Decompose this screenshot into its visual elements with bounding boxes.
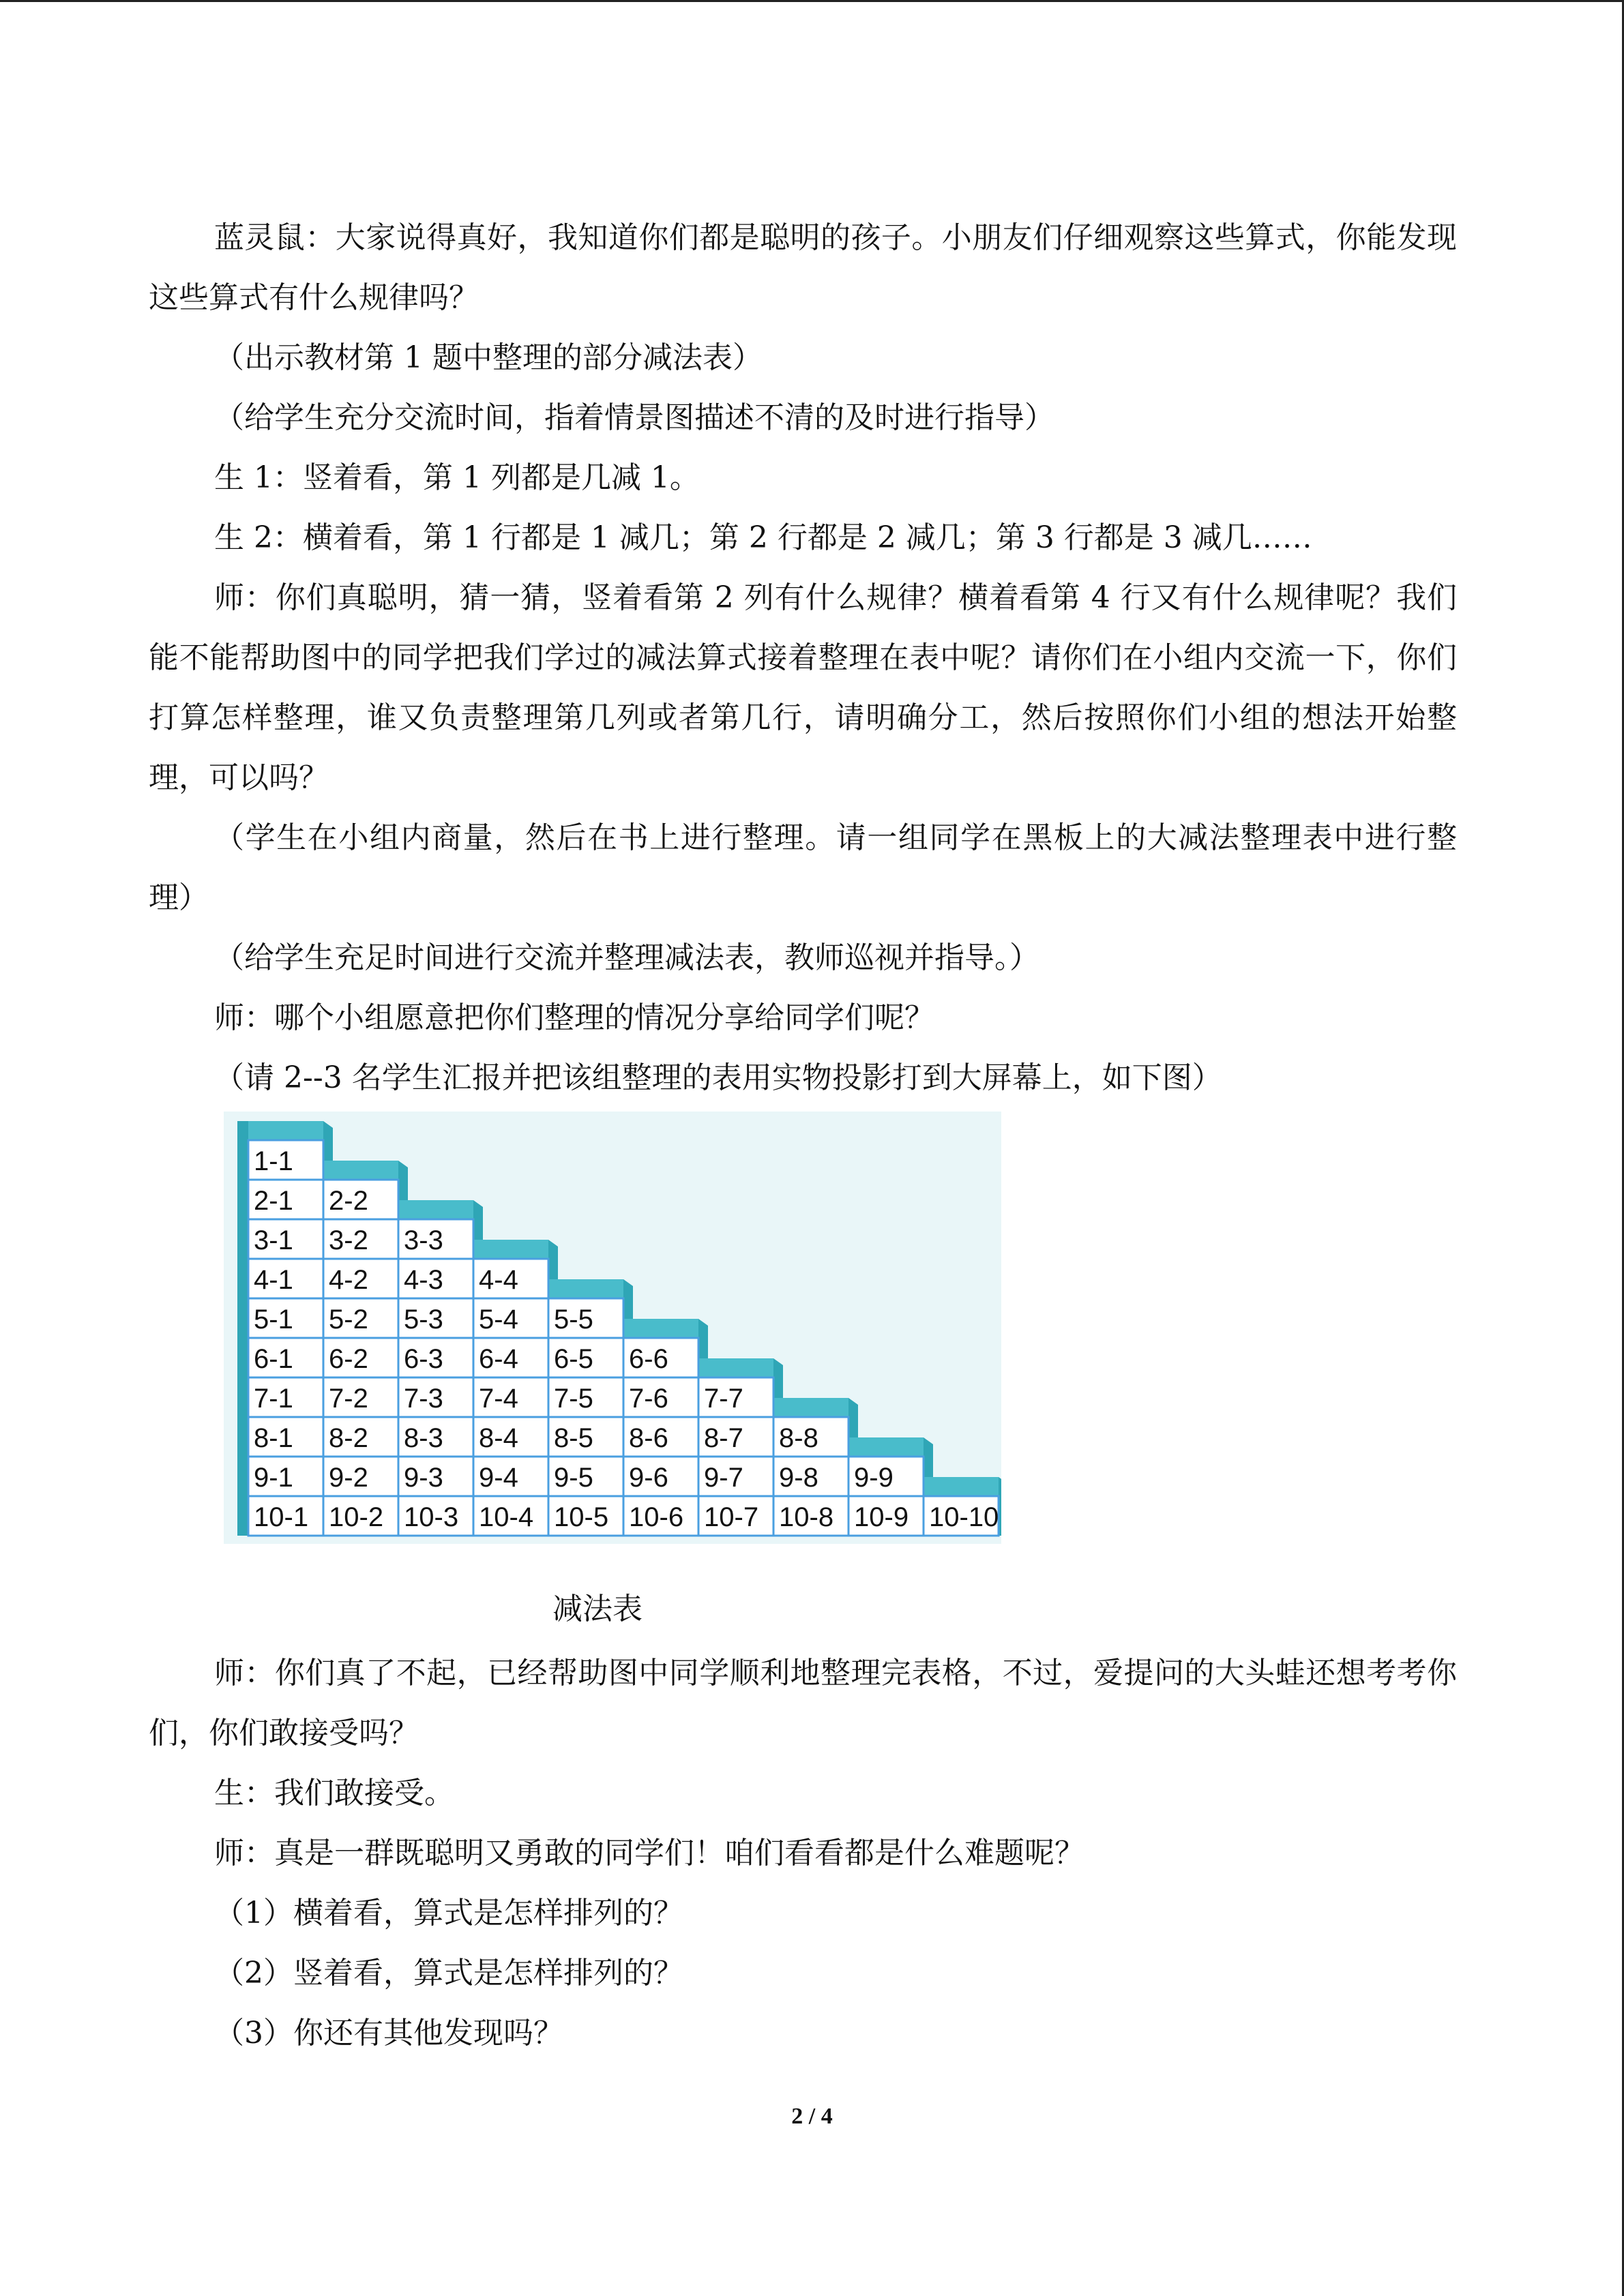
table-cell-label: 6-6 (629, 1344, 668, 1374)
stair-step (248, 1121, 323, 1140)
paragraph: （出示教材第 1 题中整理的部分减法表） (214, 340, 763, 375)
table-cell-label: 9-1 (254, 1463, 293, 1493)
paragraph: （3）你还有其他发现吗？ (214, 2016, 563, 2051)
table-cell-label: 8-3 (404, 1423, 443, 1453)
table-cell-label: 8-5 (554, 1423, 593, 1453)
table-cell-label: 9-6 (629, 1463, 668, 1493)
table-cell-label: 9-4 (479, 1463, 518, 1493)
table-cell-label: 10-8 (779, 1502, 834, 1532)
stair-step (398, 1200, 473, 1219)
table-cell-label: 7-2 (329, 1384, 368, 1414)
table-cell-label: 9-2 (329, 1463, 368, 1493)
paragraph: 师：你们真聪明，猜一猜，竖着看第 2 列有什么规律？横着看第 4 行又有什么规律呢？我们能不能帮助图中的同学把我们学过的减法算式接着整理在表中呢？请你们在小组内交流一下，你们打算怎样整理，谁又负责整理第几列或者第几行，请明确分工，然后按照你们小组的想法开始整理，可以吗？ (149, 580, 1457, 795)
stair-step (623, 1319, 698, 1338)
stair-step (548, 1279, 623, 1298)
paragraph: 生 1：竖着看，第 1 列都是几减 1。 (214, 460, 700, 495)
table-cell-label: 7-3 (404, 1384, 443, 1414)
table-cell-label: 10-4 (479, 1502, 534, 1532)
table-cell-label: 6-3 (404, 1344, 443, 1374)
table-cell-label: 10-5 (554, 1502, 609, 1532)
table-cell-label: 10-10 (929, 1502, 999, 1532)
stair-step (473, 1240, 548, 1259)
table-cell-label: 9-3 (404, 1463, 443, 1493)
table-cell-label: 5-4 (479, 1304, 518, 1335)
text-block-top (149, 208, 1457, 1108)
table-cell-label: 10-2 (329, 1502, 384, 1532)
paragraph: （给学生充分交流时间，指着情景图描述不清的及时进行指导） (214, 400, 1054, 435)
page-number: 2 / 4 (791, 2104, 833, 2129)
table-cell-label: 9-9 (854, 1463, 894, 1493)
table-cell-label: 4-2 (329, 1265, 368, 1295)
paragraph: 生：我们敢接受。 (214, 1776, 454, 1810)
table-cell-label: 4-3 (404, 1265, 443, 1295)
paragraph: （2）竖着看，算式是怎样排列的？ (214, 1956, 683, 1991)
subtraction-table-figure (224, 1112, 1001, 1559)
table-cell-label: 10-9 (854, 1502, 909, 1532)
table-cell-label: 8-1 (254, 1423, 293, 1453)
table-cell-label: 3-2 (329, 1225, 368, 1255)
text-block-bottom (149, 1643, 1457, 2063)
table-cell-label: 2-1 (254, 1186, 293, 1216)
page-border-top (0, 0, 1624, 2)
table-cell-label: 6-2 (329, 1344, 368, 1374)
paragraph: 蓝灵鼠：大家说得真好，我知道你们都是聪明的孩子。小朋友们仔细观察这些算式，你能发现这些算式有什么规律吗？ (149, 220, 1457, 315)
table-cell-label: 5-1 (254, 1304, 293, 1335)
table-cell-label: 8-2 (329, 1423, 368, 1453)
table-cell-label: 7-4 (479, 1384, 518, 1414)
paragraph: （请 2--3 名学生汇报并把该组整理的表用实物投影打到大屏幕上，如下图） (214, 1060, 1222, 1095)
paragraph: （学生在小组内商量，然后在书上进行整理。请一组同学在黑板上的大减法整理表中进行整理） (149, 820, 1457, 915)
table-cell-label: 7-7 (704, 1384, 743, 1414)
table-cell-label: 2-2 (329, 1186, 368, 1216)
table-cell-label: 8-4 (479, 1423, 518, 1453)
paragraph: 师：哪个小组愿意把你们整理的情况分享给同学们呢？ (214, 1000, 934, 1035)
table-cell-label: 6-5 (554, 1344, 593, 1374)
table-cell-label: 7-6 (629, 1384, 668, 1414)
table-cell-label: 9-8 (779, 1463, 818, 1493)
table-cell-label: 7-1 (254, 1384, 293, 1414)
table-cell-label: 4-4 (479, 1265, 518, 1295)
stair-left-wall (237, 1121, 248, 1536)
table-cell-label: 10-1 (254, 1502, 309, 1532)
table-cell-label: 9-5 (554, 1463, 593, 1493)
table-cell-label: 8-6 (629, 1423, 668, 1453)
table-cell-label: 5-5 (554, 1304, 593, 1335)
table-cell-label: 5-3 (404, 1304, 443, 1335)
paragraph: （给学生充足时间进行交流并整理减法表，教师巡视并指导。） (214, 940, 1039, 975)
table-cell-label: 10-7 (704, 1502, 759, 1532)
paragraph: 生 2：横着看，第 1 行都是 1 减几；第 2 行都是 2 减几；第 3 行都是 3 减几…… (214, 520, 1312, 555)
table-cell-label: 7-5 (554, 1384, 593, 1414)
subtraction-table-stairs (224, 1112, 1001, 1559)
stair-step (323, 1161, 398, 1180)
paragraph: （1）横着看，算式是怎样排列的？ (214, 1896, 683, 1930)
table-cell-label: 4-1 (254, 1265, 293, 1295)
stair-step (848, 1437, 924, 1457)
table-cell-label: 10-3 (404, 1502, 459, 1532)
table-cell-label: 8-7 (704, 1423, 743, 1453)
table-cell-label: 6-1 (254, 1344, 293, 1374)
table-cell-label: 6-4 (479, 1344, 518, 1374)
paragraph: 师：真是一群既聪明又勇敢的同学们！咱们看看都是什么难题呢？ (214, 1836, 1084, 1870)
stair-step (924, 1477, 999, 1496)
table-cell-label: 9-7 (704, 1463, 743, 1493)
table-cell-label: 3-3 (404, 1225, 443, 1255)
stair-step (698, 1358, 773, 1377)
table-cell-label: 3-1 (254, 1225, 293, 1255)
figure-caption: 减法表 (552, 1592, 643, 1626)
table-cell-label: 5-2 (329, 1304, 368, 1335)
table-cell-label: 1-1 (254, 1146, 293, 1176)
stair-step (773, 1398, 848, 1417)
table-cell-label: 10-6 (629, 1502, 684, 1532)
paragraph: 师：你们真了不起，已经帮助图中同学顺利地整理完表格，不过，爱提问的大头蛙还想考考你们，你们敢接受吗？ (149, 1656, 1457, 1750)
table-cell-label: 8-8 (779, 1423, 818, 1453)
